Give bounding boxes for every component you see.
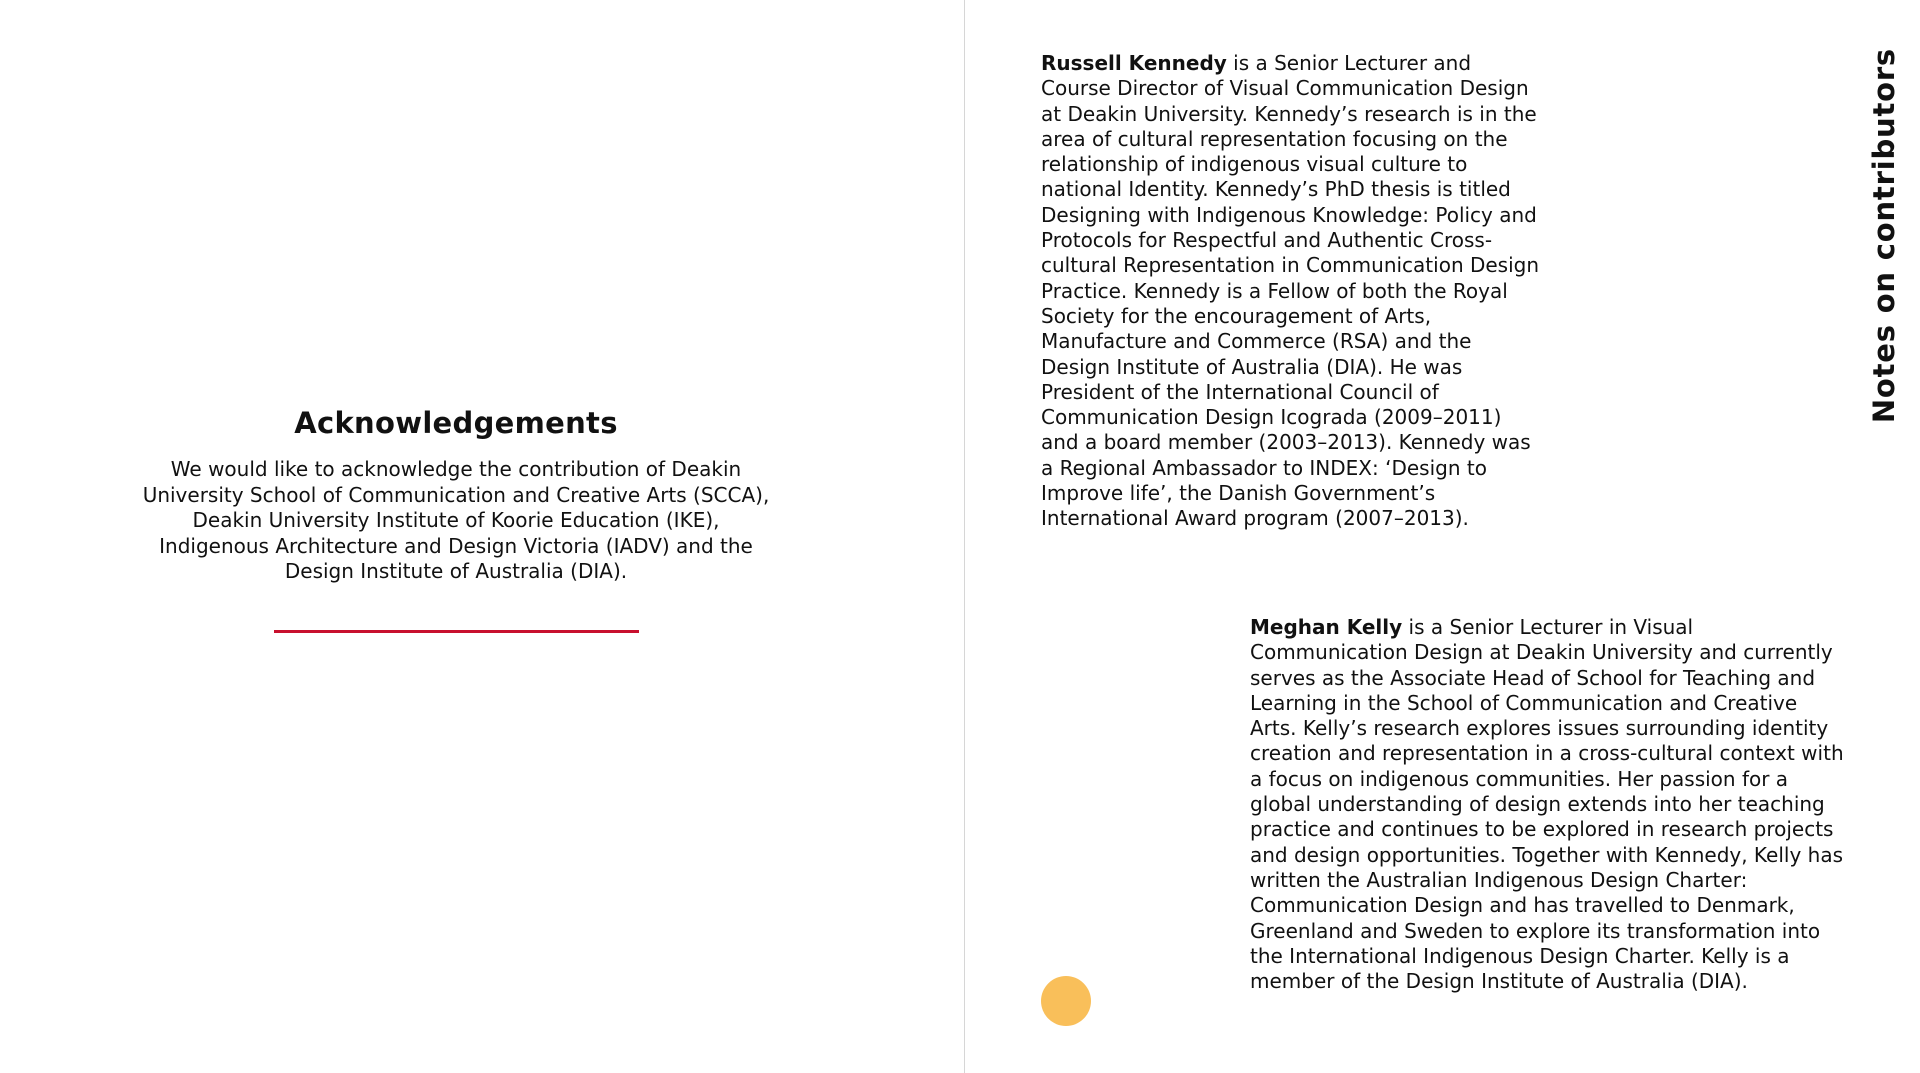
contributor-name-kelly: Meghan Kelly — [1250, 615, 1403, 639]
bio-meghan-kelly — [1250, 615, 1850, 994]
acknowledgements-section — [140, 405, 772, 585]
contributor-bio-kennedy: is a Senior Lecturer and Course Director of Visual Communication Design at Deakin University. Kennedy’s research is in the area of cultural representation focusing on the relationship of indigenous visual culture to national Identity. Kennedy’s PhD thesis is titled Designing with Indigenous Knowledge: Policy and Protocols for Respectful and Authentic Cross-cultural Representation in Communication Design Practice. Kennedy is a Fellow of both the Royal Society for the encouragement of Arts, Manufacture and Commerce (RSA) and the Design Institute of Australia (DIA). He was President of the International Council of Communication Design Icograda (2009–2011) and a board member (2003–2013). Kennedy was a Regional Ambassador to INDEX: ‘Design to Improve life’, the Danish Government’s International Award program (2007–2013). — [1041, 51, 1540, 531]
contributor-bio-kelly: is a Senior Lecturer in Visual Communication Design at Deakin University and currently serves as the Associate Head of School for Teaching and Learning in the School of Communication and Creative Arts. Kelly’s research explores issues surrounding identity creation and representation in a cross-cultural context with a focus on indigenous communities. Her passion for a global understanding of design extends into her teaching practice and continues to be explored in research projects and design opportunities. Together with Kennedy, Kelly has written the Australian Indigenous Design Charter: Communication Design and has travelled to Denmark, Greenland and Sweden to explore its transformation into the International Indigenous Design Charter. Kelly is a member of the Design Institute of Australia (DIA). — [1250, 615, 1844, 994]
red-divider-rule — [274, 630, 639, 633]
yellow-accent-dot — [1041, 976, 1091, 1026]
bio-russell-kennedy — [1041, 51, 1541, 532]
notes-on-contributors-title: Notes on contributors — [1867, 48, 1901, 424]
contributor-name-kennedy: Russell Kennedy — [1041, 51, 1227, 75]
page-spread-divider — [964, 0, 965, 1073]
acknowledgements-heading: Acknowledgements — [294, 406, 618, 440]
acknowledgements-text: We would like to acknowledge the contribution of Deakin University School of Communication and Creative Arts (SCCA), Deakin University Institute of Koorie Education (IKE), Indigenous Architecture and Design Victoria (IADV) and the Design Institute of Australia (DIA). — [142, 457, 770, 583]
